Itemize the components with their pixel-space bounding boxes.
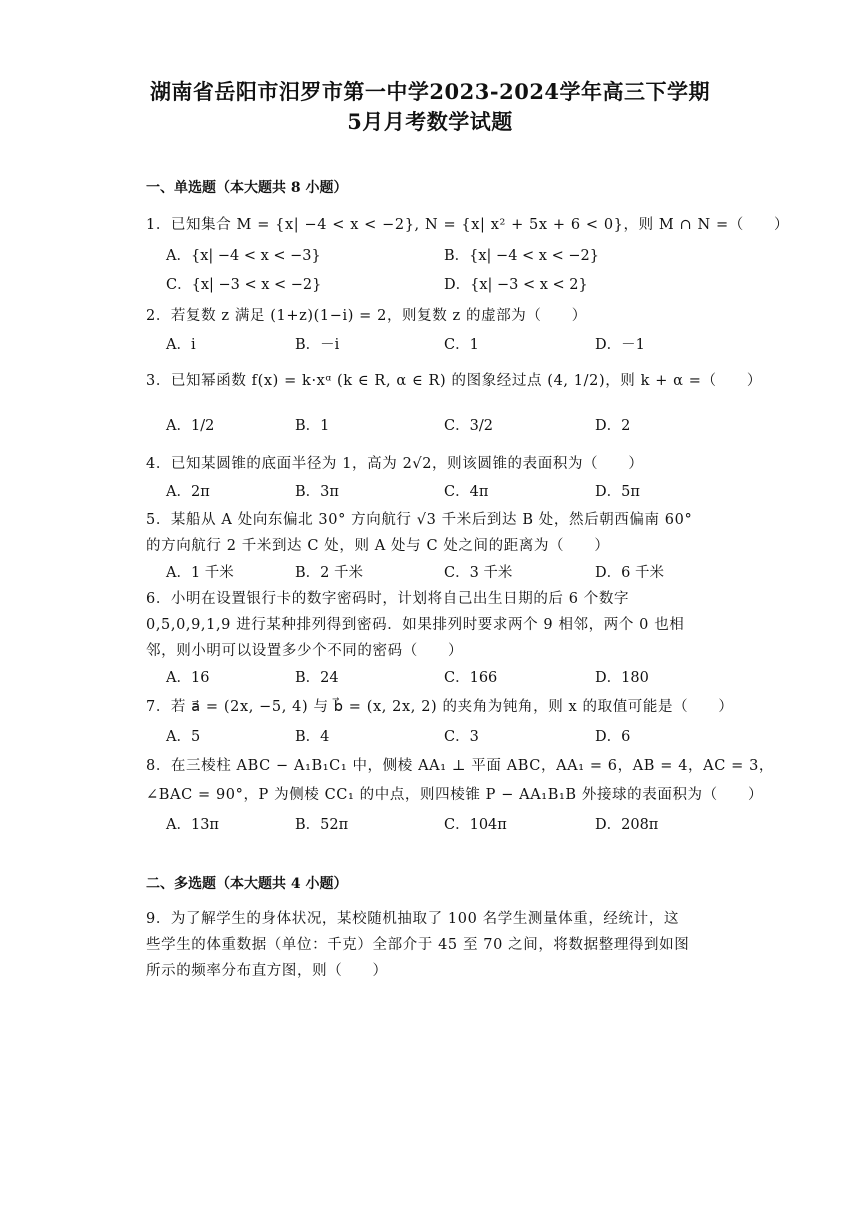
q6-option-b: B．24	[295, 670, 339, 686]
q8-option-b: B．52π	[295, 817, 349, 833]
q4-option-a: A．2π	[166, 484, 210, 500]
question-6-line-3: 邻，则小明可以设置多少个不同的密码（ ）	[146, 643, 464, 659]
q6-option-c: C．166	[444, 670, 498, 686]
question-3: 3．已知幂函数 f(x) = k·xᵅ (k ∈ R, α ∈ R) 的图象经过点 (4, 1/2)，则 k + α =（ ）	[146, 373, 762, 389]
q1-option-c: C．{x| −3 < x < −2}	[166, 277, 322, 293]
section-multiple-choice: 二、多选题（本大题共 4 小题）	[146, 876, 348, 892]
page-title-line1: 湖南省岳阳市汨罗市第一中学2023-2024学年高三下学期	[149, 79, 711, 104]
question-6-line-2: 0,5,0,9,1,9 进行某种排列得到密码．如果排列时要求两个 9 相邻，两个 0 也相	[146, 617, 685, 633]
question-8-line-1: 8．在三棱柱 ABC − A₁B₁C₁ 中，侧棱 AA₁ ⊥ 平面 ABC，AA₁ = 6，AB = 4，AC = 3，	[146, 758, 775, 774]
q4-option-d: D．5π	[595, 484, 640, 500]
q5-option-d: D．6 千米	[595, 565, 664, 581]
question-5-line-2: 的方向航行 2 千米到达 C 处，则 A 处与 C 处之间的距离为（ ）	[146, 538, 610, 554]
q7-option-a: A．5	[166, 729, 201, 745]
q7-option-b: B．4	[295, 729, 330, 745]
q4-option-c: C．4π	[444, 484, 489, 500]
q2-option-a: A．i	[166, 337, 196, 353]
question-9-line-3: 所示的频率分布直方图，则（ ）	[146, 963, 388, 979]
q6-option-a: A．16	[166, 670, 210, 686]
question-7: 7．若 a⃗ = (2x, −5, 4) 与 b⃗ = (x, 2x, 2) 的夹角为钝角，则 x 的取值可能是（ ）	[146, 699, 734, 715]
page-title-line2: 5月月考数学试题	[347, 109, 513, 134]
q1-option-a: A．{x| −4 < x < −3}	[166, 248, 321, 264]
question-2: 2．若复数 z 满足 (1+z)(1−i) = 2，则复数 z 的虚部为（ ）	[146, 308, 587, 324]
question-8-line-2: ∠BAC = 90°，P 为侧棱 CC₁ 的中点，则四棱锥 P − AA₁B₁B 外接球的表面积为（ ）	[146, 787, 764, 803]
question-4: 4．已知某圆锥的底面半径为 1，高为 2√2，则该圆锥的表面积为（ ）	[146, 456, 644, 472]
q3-option-d: D．2	[595, 418, 631, 434]
q2-option-c: C．1	[444, 337, 479, 353]
q5-option-c: C．3 千米	[444, 565, 513, 581]
q8-option-d: D．208π	[595, 817, 659, 833]
q5-option-b: B．2 千米	[295, 565, 363, 581]
q2-option-d: D．－1	[595, 337, 645, 353]
q1-option-b: B．{x| −4 < x < −2}	[444, 248, 599, 264]
q3-option-b: B．1	[295, 418, 330, 434]
question-9-line-2: 些学生的体重数据（单位：千克）全部介于 45 至 70 之间，将数据整理得到如图	[146, 937, 690, 953]
q6-option-d: D．180	[595, 670, 649, 686]
q3-option-a: A．1/2	[166, 418, 215, 434]
question-6-line-1: 6．小明在设置银行卡的数字密码时，计划将自己出生日期的后 6 个数字	[146, 591, 630, 607]
q5-option-a: A．1 千米	[166, 565, 234, 581]
q2-option-b: B．－i	[295, 337, 340, 353]
question-5-line-1: 5．某船从 A 处向东偏北 30° 方向航行 √3 千米后到达 B 处，然后朝西偏南 60°	[146, 512, 693, 528]
q3-option-c: C．3/2	[444, 418, 493, 434]
question-9-line-1: 9．为了解学生的身体状况，某校随机抽取了 100 名学生测量体重，经统计，这	[146, 911, 679, 927]
q8-option-a: A．13π	[166, 817, 219, 833]
q7-option-c: C．3	[444, 729, 479, 745]
section-single-choice: 一、单选题（本大题共 8 小题）	[146, 180, 348, 196]
q8-option-c: C．104π	[444, 817, 507, 833]
question-1: 1．已知集合 M = {x| −4 < x < −2}, N = {x| x² + 5x + 6 < 0}，则 M ∩ N =（ ）	[146, 217, 790, 233]
q4-option-b: B．3π	[295, 484, 339, 500]
q7-option-d: D．6	[595, 729, 631, 745]
q1-option-d: D．{x| −3 < x < 2}	[444, 277, 588, 293]
